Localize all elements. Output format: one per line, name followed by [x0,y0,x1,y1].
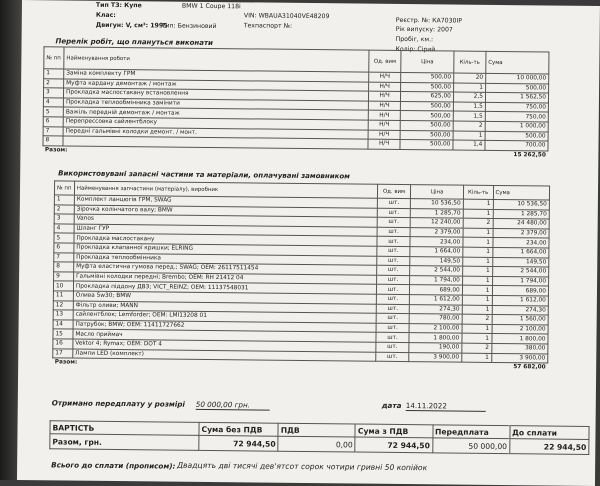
row-number: 16 [53,339,73,349]
row-name: Муфта кардану демонтаж / монтаж [64,79,369,92]
row-name: Лампи LED (комплект) [73,349,376,362]
row-sum: 1 285,70 [493,209,550,219]
summary-col-with-vat: Сума з ПДВ [355,424,432,438]
row-unit: шт. [377,227,411,237]
row-sum: 10 000,00 [486,73,549,83]
row-qty: 1 [463,228,493,238]
row-name: Vektor 4; Rymax; OEM: DOT 4 [73,339,376,352]
row-unit: Н/Ч [369,82,401,92]
parts-total: 57 682,00 [513,364,546,371]
row-name: Прокладка теплообмінника замінити [63,98,368,111]
row-number: 5 [54,233,74,243]
row-unit: Н/Ч [369,72,401,82]
row-name: Vanos [74,214,377,227]
row-number: 5 [43,107,63,117]
row-price: 12 240,00 [411,218,463,228]
row-qty: 1 [463,238,493,248]
row-sum: 750,00 [485,112,548,122]
row-price: 500,00 [400,101,453,111]
col-qty: Кіль-ть [463,185,493,199]
row-name: Прокладка піддону ДВЗ; VICT_REINZ; OEM: 11137548031 [73,281,376,294]
row-unit: шт. [376,313,410,323]
row-price: 1 612,00 [410,295,462,305]
row-qty: 1 [462,276,492,286]
summary-due: 22 944,50 [509,439,588,455]
row-name: Прокладка маслостакану [74,233,377,246]
row-price: 2 379,00 [410,227,462,237]
col-unit: Од. вим [369,50,401,72]
row-price: 274,30 [410,304,462,314]
row-number: 1 [54,195,74,205]
row-sum: 1 562,50 [485,93,548,103]
row-number: 11 [53,291,73,301]
row-sum: 380,00 [491,343,548,353]
row-qty: 2,5 [453,92,485,102]
tech-passport: Техпаспорт №: [243,22,293,30]
row-unit: шт. [377,237,411,247]
summary-col-no-vat: Сума без ПДВ [199,422,278,436]
row-qty: 1 [462,285,492,295]
row-price: 500,00 [400,140,453,150]
row-price: 500,00 [401,82,454,92]
row-qty: 1 [462,353,492,363]
row-unit: шт. [377,217,411,227]
summary-vat: 0,00 [278,436,355,452]
row-name: Прокладка клапанної кришки; ELRING [74,243,377,256]
col-unit: Од. вим [377,184,411,198]
date-label: дата [381,400,402,410]
row-unit: шт. [375,352,409,362]
row-name: Комплект ланцюгів ГРМ, SWAG [74,195,377,208]
row-price: 234,00 [410,237,462,247]
row-name: сайлентблок; Lemforder; OEM: LMI13208 01 [73,310,376,323]
row-name: Заміна комплекту ГРМ [64,69,369,82]
row-number: 6 [54,243,74,253]
works-table [42,46,549,160]
color: Колір: Сірий [395,45,436,54]
row-name: Масло приймач [73,329,376,342]
row-qty: 1,5 [453,102,485,112]
row-price: 190,00 [409,342,461,352]
plate-number: Реєстр. №: КА7030ІР [395,16,463,25]
row-qty: 1 [463,257,493,267]
row-number: 8 [43,136,63,146]
row-qty: 1 [462,266,492,276]
row-sum: 234,00 [492,238,549,248]
row-qty: 2 [453,121,485,131]
row-sum: 149,50 [492,257,549,267]
car-brand: BMW 1 Coupe 118i [181,2,241,11]
summary-col-due: До сплати [510,426,589,440]
row-qty: 2 [462,314,492,324]
row-unit: шт. [376,285,410,295]
row-qty: 1 [462,295,492,305]
row-name: Прокладка теплообмінника [74,253,377,266]
row-price: 1 800,00 [409,333,461,343]
summary-with-vat: 72 944,50 [355,437,432,453]
summary-col-label: ВАРТІСТЬ [50,421,199,436]
row-number: 15 [53,329,73,339]
row-qty: 1 [463,199,493,209]
row-number: 12 [53,300,73,310]
row-price: 500,00 [401,72,454,82]
class-label: Клас: [95,11,116,19]
row-sum: 1 000,00 [485,121,548,131]
row-number: 6 [43,117,63,127]
row-name: Зірочка колінчатого валу; BMW [74,205,377,218]
summary-table [49,420,589,455]
row-price: 2 100,00 [409,323,461,333]
row-sum: 500,00 [485,131,548,141]
row-name: Передні гальмівні колодки демонт. / монт. [63,127,368,140]
summary-no-vat: 72 944,50 [199,435,278,451]
works-total-label: Разом: [44,147,68,154]
summary-col-vat: ПДВ [278,423,355,437]
col-price: Ціна [411,185,463,200]
vin: VIN: WBAUA31040VE48209 [243,12,330,21]
parts-total-label: Разом: [54,359,78,366]
col-number: № пп [54,181,74,195]
row-number: 17 [53,348,73,358]
row-number: 2 [54,204,74,214]
row-unit: шт. [376,333,410,343]
row-unit: Н/Ч [368,101,400,111]
row-number: 7 [54,252,74,262]
row-name: Важіль передній демонтаж / монтаж [63,107,368,120]
works-total: 15 262,50 [513,152,546,159]
row-number: 4 [43,98,63,108]
row-sum: 10 536,50 [493,199,550,209]
row-sum: 1 664,00 [492,247,549,257]
row-name: Олива 5w30; BMW [73,291,376,304]
row-price: 689,00 [410,285,462,295]
row-name: Перепрессовка сайлентблоку [63,117,368,130]
row-qty: 1,5 [453,111,485,121]
prepayment-label: Отримано передплату у розмірі [51,398,185,409]
invoice-sheet [17,0,600,486]
engine: Двигун: V, см³: 1995 [95,21,168,30]
row-qty: 2 [462,343,492,353]
row-number: 3 [54,214,74,224]
row-sum: 700,00 [485,141,548,151]
row-sum: 2 544,00 [492,267,549,277]
row-name: Патрубок; BMW; OEM: 11411727662 [73,320,376,333]
row-unit: Н/Ч [368,111,400,121]
row-unit: Н/Ч [368,139,400,149]
fuel-type: Тип: Бензиновий [161,22,217,31]
summary-row-label: Разом, грн. [50,434,199,451]
row-price: 3 900,00 [409,352,461,362]
row-sum: 689,00 [492,286,549,296]
row-name: Гальмівні колодки передні; Brembo; OEM: RH 21412 04 [73,272,376,285]
in-words-text: Двадцять дві тисячі дев'ятсот сорок чотири гривні 50 копійок [177,460,428,473]
row-price: 625,00 [401,92,454,102]
row-name: Шланг ГУР [74,224,377,237]
row-qty: 1 [462,333,492,343]
row-sum: 1 612,00 [492,295,549,305]
row-name: Прокладка маслостакану встановлення [64,88,369,101]
prepayment-amount: 50 000,00 грн. [196,400,270,411]
col-sum: Сума [493,185,550,200]
row-unit: шт. [377,208,411,218]
row-number: 2 [44,78,64,88]
date-value: 14.11.2022 [406,401,486,412]
col-sum: Сума [486,51,549,74]
row-number: 1 [44,69,64,79]
row-unit: шт. [376,265,410,275]
row-price: 1 794,00 [410,275,462,285]
row-name: Муфта еластична гумова перед.; SWAG; OEM: 26117511454 [74,262,377,275]
parts-table [52,180,550,372]
row-qty: 2 [463,218,493,228]
row-price: 1 285,70 [411,208,463,218]
row-price: 500,00 [400,120,453,130]
row-unit: шт. [377,198,411,208]
row-unit: шт. [376,246,410,256]
row-number: 7 [43,126,63,136]
row-price: 10 536,50 [411,199,463,209]
row-qty: 1 [463,209,493,219]
car-type: Тип ТЗ: Купе [95,1,142,10]
row-price: 780,00 [410,314,462,324]
mileage: Пробіг, км.: [395,35,434,44]
row-number: 9 [54,272,74,282]
row-sum: 2 379,00 [493,228,550,238]
row-unit: Н/Ч [368,120,400,130]
row-number: 8 [54,262,74,272]
row-sum: 3 900,00 [491,353,548,363]
col-price: Ціна [401,50,454,73]
col-name: Найменування роботи [64,47,369,72]
row-unit: шт. [376,256,410,266]
row-qty: 20 [454,73,486,83]
col-name: Найменування запчастини (матеріалу), виробник [74,181,377,198]
col-number: № пп [44,47,64,69]
summary-col-prepayment: Передплата [432,425,509,439]
row-qty: 1 [453,131,485,141]
row-number: 13 [53,310,73,320]
row-name: Фільтр оливи; MANN [73,301,376,314]
row-price: 1 664,00 [410,247,462,257]
row-number: 10 [53,281,73,291]
summary-prepayment: 50 000,00 [432,438,509,454]
row-sum: 500,00 [485,83,548,93]
row-number: 14 [53,320,73,330]
row-unit: шт. [376,294,410,304]
row-number: 4 [54,224,74,234]
row-sum: 1 794,00 [492,276,549,286]
row-unit: Н/Ч [369,91,401,101]
year: Рік випуску: 2007 [395,25,453,34]
row-qty: 1 [453,83,485,93]
parts-title: Використовувані запасні частини та матеріали, оплачувані замовником [58,169,350,181]
row-sum: 2 100,00 [492,324,549,334]
row-unit: шт. [375,342,409,352]
row-unit: шт. [376,275,410,285]
row-sum: 1 560,00 [492,315,549,325]
row-price: 500,00 [400,111,453,121]
row-number: 3 [43,88,63,98]
row-qty: 1 [462,305,492,315]
row-sum: 1 800,00 [491,334,548,344]
row-qty: 1 [462,324,492,334]
col-qty: Кіль-ть [454,51,486,73]
row-qty: 1,4 [453,140,485,150]
in-words-label: Всього до сплати (прописом): [51,460,176,471]
row-qty: 1 [463,247,493,257]
row-price: 500,00 [400,130,453,140]
row-sum: 750,00 [485,102,548,112]
row-price: 2 544,00 [410,266,462,276]
row-price: 149,50 [410,256,462,266]
row-unit: шт. [376,323,410,333]
row-unit: Н/Ч [368,130,400,140]
row-unit: шт. [376,304,410,314]
row-sum: 24 480,00 [493,219,550,229]
works-title: Перелік робіт, що плануться виконати [55,37,213,48]
row-sum: 274,30 [492,305,549,315]
